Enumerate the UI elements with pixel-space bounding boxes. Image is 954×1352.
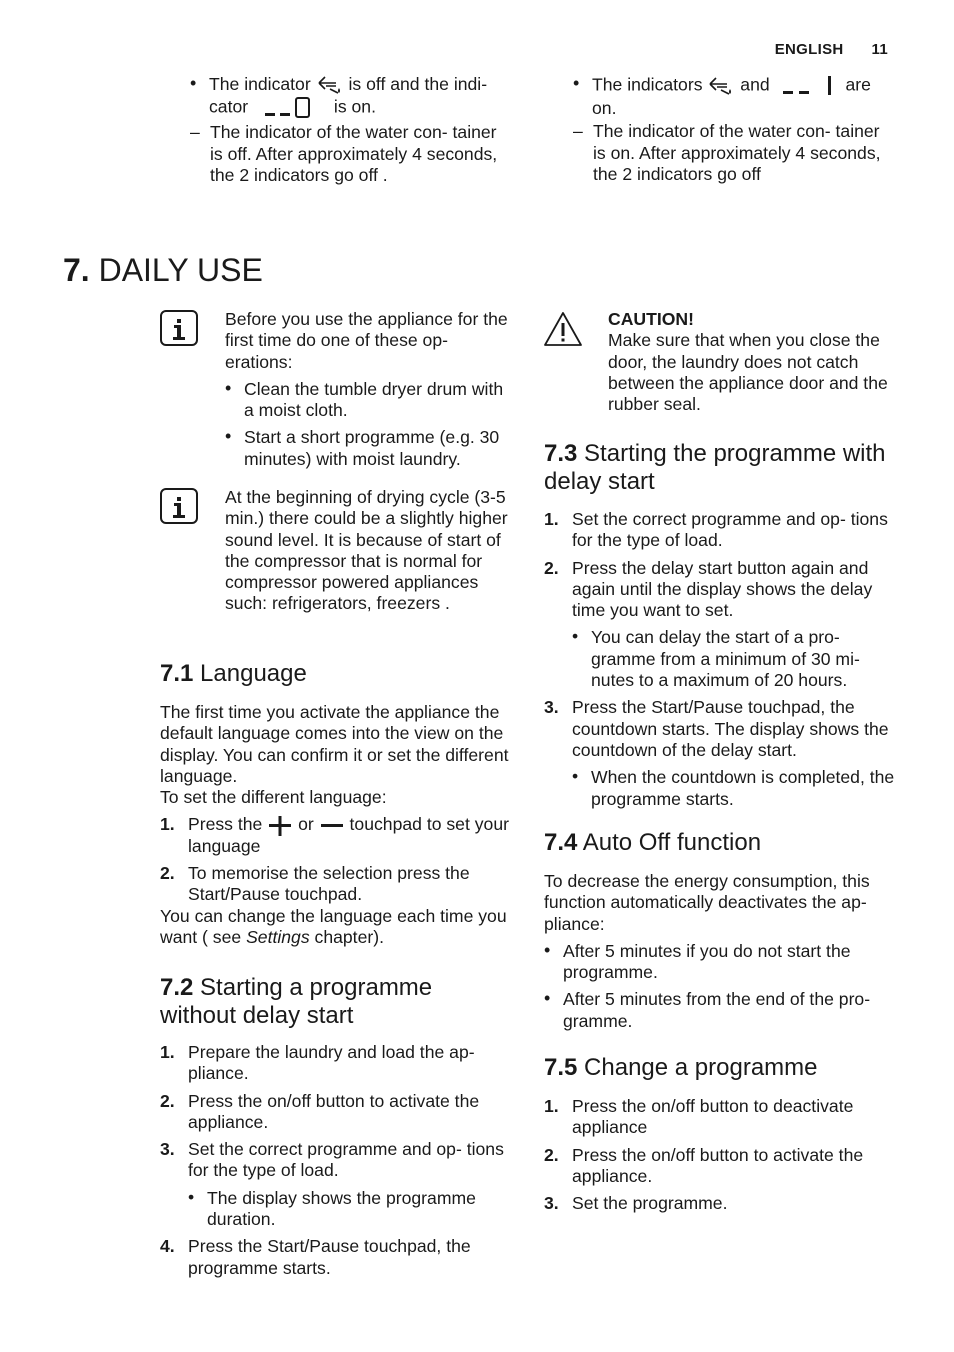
caution-note [608,309,898,415]
dryness-indicator-icon [316,74,344,96]
info-icon [160,488,198,524]
water-container-indicator-icon [779,74,837,98]
section-heading-7-1: 7.1 Language [160,660,307,687]
list-item: 1. Prepare the laundry and load the ap- pliance. [160,1042,475,1084]
list-item: 3. Press the Start/Pause touchpad, the countdown starts. The display shows the countdown of the delay start. • When the countdown is completed, the programme starts. [544,697,896,809]
list-item: 2. Press the on/off button to activate the appliance. [160,1090,480,1132]
list-item: • Start a short programme (e.g. 30 minutes) with moist laundry. [225,427,515,470]
section-heading-7-4: 7.4 Auto Off function [544,829,762,856]
info-note-2: At the beginning of drying cycle (3-5 min.) there could be a slightly higher sound level. It is because of start of the compressor that is normal for compressor powered appliances such: refrigerators, freezers . [225,487,508,614]
sub-list-item: • When the countdown is completed, the programme starts. [572,767,896,810]
section-7-2-body [160,1042,510,1279]
water-container-indicator-icon [259,96,323,120]
top-left-bullet: • The indicator is off and the indi- cator is on. [190,74,510,120]
info-note-1: Before you use the appliance for the first time do one of these op- erations: • Clean the tumble dryer drum with a moist cloth. • Start a short programme (e.g. 30 minutes) with moist laundry. [225,309,515,470]
page-header [775,39,888,60]
list-item: 1. Press the or touchpad to set your language [160,814,509,856]
section-heading-7-2: 7.2 Starting a programme without delay start [160,974,433,1029]
sub-list-item: • You can delay the start of a pro- gramme from a minimum of 30 mi- nutes to a maximum of 20 hours. [572,627,896,691]
caution-text: Make sure that when you close the door, the laundry does not catch between the appliance door and the rubber seal. [608,330,888,415]
list-item: 2. Press the on/off button to activate the appliance. [544,1144,864,1186]
section-heading-7-3: 7.3 Starting the programme with delay start [544,440,886,495]
list-item: 3. Set the correct programme and op- tions for the type of load. • The display shows the programme duration. [160,1139,510,1230]
top-right-block [573,74,893,185]
list-item: 1. Set the correct programme and op- tions for the type of load. [544,509,888,551]
list-item: 1. Press the on/off button to deactivate appliance [544,1096,854,1138]
section-7-4-body: To decrease the energy consumption, this function automatically deactivates the ap- pliance: • After 5 minutes if you do not start the programme. • After 5 minutes from the end of the pro- gramme. [544,871,896,1032]
section-7-1-body: The first time you activate the appliance the default language comes into the view on the display. You can confirm it or set the different language. To set the different language: 1. Press the or touchpad to set your language 2. To memorise the selection press the Start/Pause touchpad. You can change the language each time you want ( see Settings chapter). [160,702,509,948]
list-item: 2. Press the delay start button again and again until the display shows the delay time you want to set. • You can delay the start of a pro- gramme from a minimum of 30 mi- nutes to a maximum of 20 hours. [544,558,896,692]
minus-icon [319,816,345,836]
header-language: ENGLISH [774,41,844,58]
page-number: 11 [871,41,888,58]
top-right-bullet: • The indicators and are on. [573,74,893,119]
list-item: 4. Press the Start/Pause touchpad, the programme starts. [160,1236,471,1278]
section-7-1-note: You can change the language each time you want ( see Settings chapter). [160,905,507,948]
top-left-dash: – The indicator of the water con- tainer is off. After approximately 4 seconds, the 2 indicators go off . [190,122,510,186]
sub-list-item: • The display shows the programme duration. [188,1188,510,1231]
chapter-title: 7. DAILY USE [63,252,263,288]
plus-icon [267,816,293,836]
section-7-3-body [544,509,896,810]
list-item: • After 5 minutes from the end of the pro- gramme. [544,989,896,1032]
info-icon [160,310,198,346]
warning-triangle-icon [543,311,583,347]
section-7-5-body [544,1096,896,1214]
list-item: • After 5 minutes if you do not start the programme. [544,941,896,984]
list-item: • Clean the tumble dryer drum with a moist cloth. [225,379,515,422]
list-item: 2. To memorise the selection press the Start/Pause touchpad. [160,863,470,905]
top-left-block [190,74,510,186]
section-heading-7-5: 7.5 Change a programme [544,1054,818,1081]
top-right-dash: – The indicator of the water con- tainer is on. After approximately 4 seconds, the 2 indicators go off [573,121,893,185]
caution-title: CAUTION! [608,309,695,329]
dryness-indicator-icon [707,75,735,97]
list-item: 3. Set the programme. [544,1193,728,1214]
